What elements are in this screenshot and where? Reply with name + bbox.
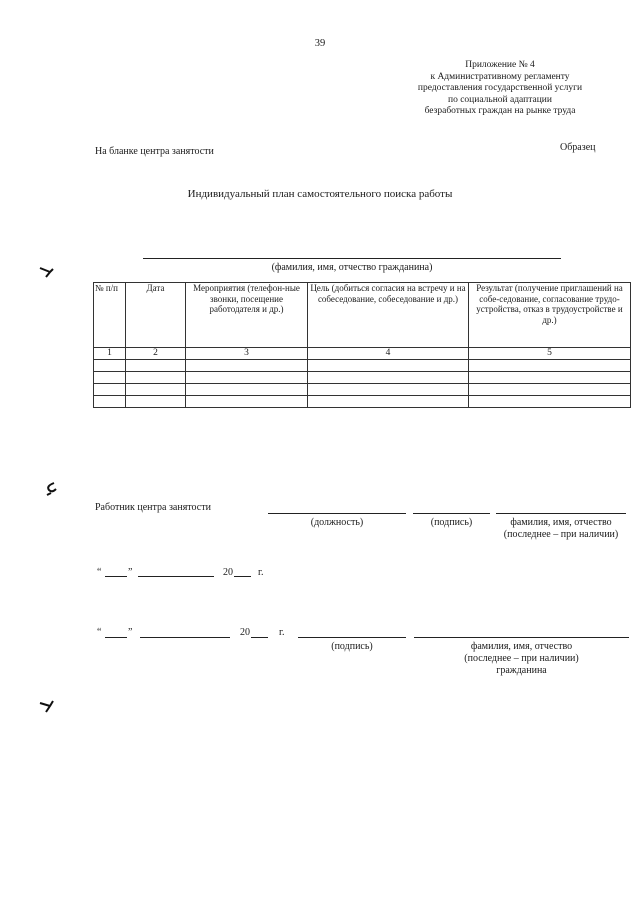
table-cell[interactable] <box>308 372 469 384</box>
table-row[interactable] <box>94 396 631 408</box>
table-cell[interactable] <box>308 384 469 396</box>
citizen-signature-field[interactable] <box>298 637 406 638</box>
column-header-date: Дата <box>126 283 186 348</box>
plan-table <box>93 282 630 408</box>
year-prefix: 20 <box>223 567 233 578</box>
column-number: 1 <box>94 348 126 360</box>
table-cell[interactable] <box>94 384 126 396</box>
position-field[interactable] <box>268 513 406 514</box>
appendix-line: Приложение № 4 <box>465 60 535 70</box>
citizen-name-field[interactable] <box>143 258 561 259</box>
month-field[interactable] <box>138 576 214 577</box>
year-suffix: г. <box>258 567 264 578</box>
table-cell[interactable] <box>94 372 126 384</box>
table-row[interactable] <box>94 360 631 372</box>
caption-line: фамилия, имя, отчество <box>470 641 573 652</box>
margin-scan-mark <box>42 480 60 498</box>
worker-signature-field[interactable] <box>413 513 490 514</box>
table-cell[interactable] <box>469 372 631 384</box>
table-cell[interactable] <box>94 396 126 408</box>
caption-line: (последнее – при наличии) <box>503 529 619 540</box>
column-number: 2 <box>126 348 186 360</box>
column-number: 4 <box>308 348 469 360</box>
year-prefix: 20 <box>240 627 250 638</box>
worker-name-field[interactable] <box>496 513 626 514</box>
column-number: 3 <box>186 348 308 360</box>
year-suffix: г. <box>279 627 285 638</box>
table-row[interactable] <box>94 372 631 384</box>
caption-line: (последнее – при наличии) <box>464 653 579 664</box>
appendix-line: безработных граждан на рынке труда <box>424 106 576 116</box>
column-header-number: № п/п <box>94 283 126 348</box>
day-field[interactable] <box>105 637 127 638</box>
citizen-fullname-caption <box>414 641 629 677</box>
month-field[interactable] <box>140 637 230 638</box>
table-cell[interactable] <box>126 396 186 408</box>
appendix-note <box>400 60 600 118</box>
caption-line: фамилия, имя, отчество <box>510 517 612 528</box>
column-header-goal: Цель (добиться согласия на встречу и на собеседование, собеседование и др.) <box>308 283 469 348</box>
column-header-result: Результат (получение приглашений на собе-седование, согласование трудо-устройства, отказ в трудоустройстве и др.) <box>469 283 631 348</box>
table-row[interactable] <box>94 384 631 396</box>
letterhead-label: На бланке центра занятости <box>95 146 214 157</box>
appendix-line: к Административному регламенту <box>430 71 570 82</box>
page-number: 39 <box>314 38 326 49</box>
table-cell[interactable] <box>186 396 308 408</box>
worker-signature-caption: (подпись) <box>430 517 473 528</box>
table-number-row <box>94 348 631 360</box>
table-cell[interactable] <box>126 372 186 384</box>
citizen-name-caption: (фамилия, имя, отчество гражданина) <box>271 262 433 273</box>
worker-name-caption <box>496 517 626 541</box>
margin-scan-mark <box>38 262 56 280</box>
citizen-fullname-field[interactable] <box>414 637 629 638</box>
employment-worker-label: Работник центра занятости <box>95 502 211 513</box>
citizen-signature-caption: (подпись) <box>331 641 373 652</box>
margin-scan-mark <box>38 696 56 714</box>
table-cell[interactable] <box>308 360 469 372</box>
day-field[interactable] <box>105 576 127 577</box>
table-cell[interactable] <box>308 396 469 408</box>
table-cell[interactable] <box>469 396 631 408</box>
year-field[interactable] <box>251 637 268 638</box>
table-cell[interactable] <box>94 360 126 372</box>
position-caption: (должность) <box>310 517 364 528</box>
table-header-row <box>94 283 631 348</box>
date-close-quote: ” <box>128 627 133 638</box>
table-cell[interactable] <box>186 384 308 396</box>
table-cell[interactable] <box>469 360 631 372</box>
appendix-line: по социальной адаптации <box>448 94 552 105</box>
date-close-quote: ” <box>128 567 133 578</box>
date-open-quote: “ <box>97 627 102 638</box>
sample-label: Образец <box>560 142 596 153</box>
column-number: 5 <box>469 348 631 360</box>
caption-line: гражданина <box>496 665 547 676</box>
table-cell[interactable] <box>469 384 631 396</box>
appendix-line: предоставления государственной услуги <box>417 83 583 93</box>
table-cell[interactable] <box>126 360 186 372</box>
date-open-quote: “ <box>97 567 102 578</box>
document-title: Индивидуальный план самостоятельного поиска работы <box>187 188 453 200</box>
column-header-activities: Мероприятия (телефон-ные звонки, посещение работодателя и др.) <box>186 283 308 348</box>
table-cell[interactable] <box>186 372 308 384</box>
year-field[interactable] <box>234 576 251 577</box>
table-cell[interactable] <box>126 384 186 396</box>
table-cell[interactable] <box>186 360 308 372</box>
